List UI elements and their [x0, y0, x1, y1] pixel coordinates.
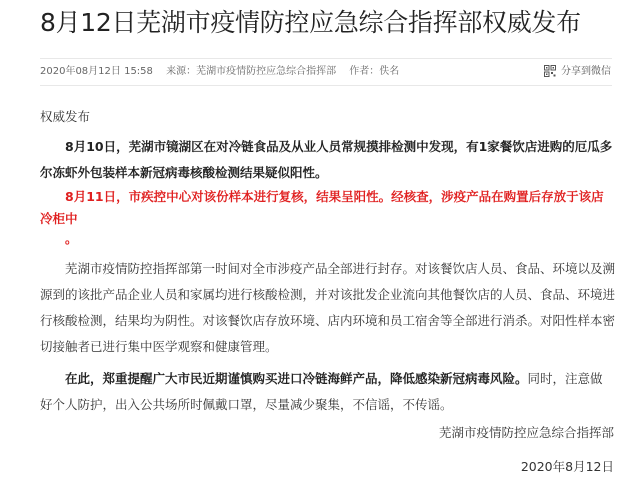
- paragraph-2-highlight: 8月11日，市疾控中心对该份样本进行复核，结果呈阳性。经核查，涉疫产品在购置后存放于该店冷柜中: [40, 189, 604, 226]
- section-heading: 权威发布: [40, 109, 91, 124]
- paragraph-3: 芜湖市疫情防控指挥部第一时间对全市涉疫产品全部进行封存。对该餐饮店人员、食品、环境以及溯源到的该批产品企业人员和家属均进行核酸检测，并对该批发企业流向其他餐饮店的人员、食品、环境进行核酸检测，结果均为阴性。对该餐饮店存放环境、店内环境和员工宿舍等全部进行消杀。对阳性样本密切接触者已进行集中医学观察和健康管理。: [40, 261, 616, 354]
- page-title: 8月12日芜湖市疫情防控应急综合指挥部权威发布: [40, 8, 581, 37]
- article-author: 作者：佚名: [349, 66, 400, 77]
- paragraph-4: [40, 366, 615, 418]
- publish-datetime: 2020年08月12日 15:58: [40, 66, 153, 77]
- signature-date: 2020年8月12日: [520, 459, 614, 474]
- meta-info: [40, 59, 409, 85]
- qr-code-icon[interactable]: [544, 65, 556, 77]
- share-to-wechat-button[interactable]: 分享到微信: [561, 66, 611, 77]
- article-meta-bar: [40, 58, 612, 86]
- paragraph-2-end: 。: [65, 231, 78, 246]
- paragraph-4-rest: 同时，注意做好个人防护，出入公共场所时佩戴口罩，尽量减少聚集，不信谣，不传谣。: [40, 371, 603, 412]
- paragraph-4-bold: 在此，郑重提醒广大市民近期谨慎购买进口冷链海鲜产品，降低感染新冠病毒风险。: [65, 371, 528, 386]
- article-source: 来源：芜湖市疫情防控应急综合指挥部: [166, 66, 337, 77]
- signature: 芜湖市疫情防控应急综合指挥部: [438, 425, 614, 440]
- paragraph-1: 8月10日，芜湖市镜湖区在对冷链食品及从业人员常规摸排检测中发现，有1家餐饮店进购的厄瓜多尔冻虾外包装样本新冠病毒核酸检测结果疑似阳性。: [40, 139, 613, 180]
